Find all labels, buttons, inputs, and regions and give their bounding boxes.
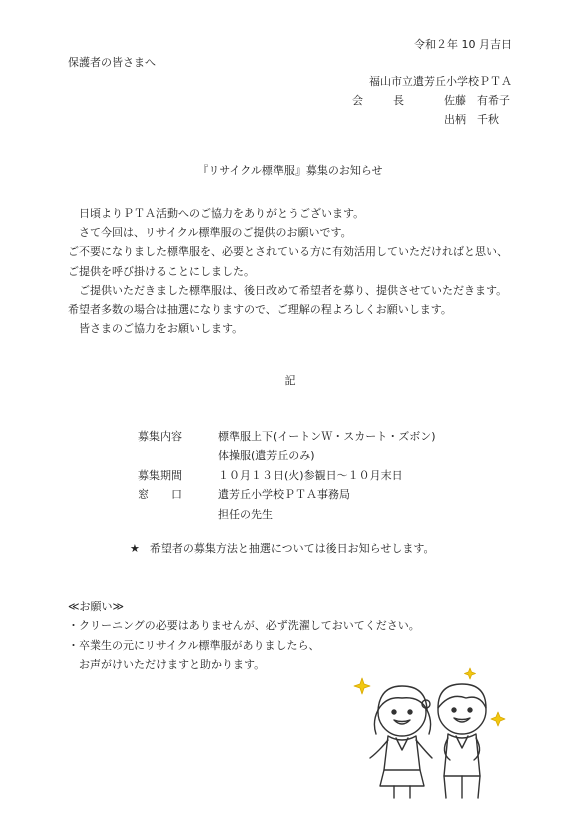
children-illustration <box>340 660 520 800</box>
details-row <box>138 446 436 465</box>
details-row <box>138 505 436 524</box>
details-list <box>138 427 436 524</box>
body-text <box>68 204 508 338</box>
details-label-empty <box>138 446 218 465</box>
vice-president-name: 出柄 千秋 <box>444 113 499 126</box>
details-value: １０月１３日(火)参観日～１０月末日 <box>218 468 403 482</box>
requests-heading: ≪お願い≫ <box>68 600 125 613</box>
body-line: さて今回は、リサイクル標準服のご提供のお願いです。 <box>68 226 352 240</box>
details-row <box>138 427 436 446</box>
organization-name: 福山市立遺芳丘小学校ＰＴＡ <box>369 75 512 88</box>
addressee: 保護者の皆さまへ <box>68 56 156 69</box>
document-date: 令和２年 10 月吉日 <box>414 38 512 51</box>
details-label: 窓 口 <box>138 488 182 502</box>
details-value: 体操服(遺芳丘のみ) <box>218 449 315 463</box>
president-role-char-2: 長 <box>393 94 404 107</box>
ki-heading: 記 <box>284 374 296 387</box>
requests-line: ・卒業生の元にリサイクル標準服がありましたら、 <box>68 638 320 652</box>
star-icon: ★ <box>130 542 140 555</box>
details-label-empty <box>138 505 218 524</box>
details-label: 募集期間 <box>138 468 182 482</box>
president-role-char-1: 会 <box>352 94 363 107</box>
requests-line: お声がけいただけますと助かります。 <box>68 657 266 671</box>
body-line: 希望者多数の場合は抽選になりますので、ご理解の程よろしくお願いします。 <box>68 303 452 317</box>
body-line: 皆さまのご協力をお願いします。 <box>68 322 244 336</box>
details-value: 遺芳丘小学校ＰＴＡ事務局 <box>218 488 350 502</box>
president-name: 佐藤 有希子 <box>444 94 510 107</box>
document-title: 『リサイクル標準服』募集のお知らせ <box>197 164 383 177</box>
details-row <box>138 466 436 485</box>
body-line: ご提供を呼び掛けることにしました。 <box>68 264 255 278</box>
details-value: 標準服上下(イートンＷ・スカート・ズボン) <box>218 430 436 443</box>
body-line: ご不要になりました標準服を、必要とされている方に有効活用していただければと思い、 <box>68 245 508 259</box>
notice <box>130 540 434 556</box>
details-label: 募集内容 <box>138 430 182 443</box>
notice-text: 希望者の募集方法と抽選については後日お知らせします。 <box>149 542 435 555</box>
president-role <box>352 92 404 108</box>
details-row <box>138 485 436 504</box>
body-line: ご提供いただきました標準服は、後日改めて希望者を募り、提供させていただきます。 <box>68 283 508 297</box>
requests-line: ・クリーニングの必要はありませんが、必ず洗濯しておいてください。 <box>68 619 420 633</box>
body-line: 日頃よりＰＴＡ活動へのご協力をありがとうございます。 <box>68 207 365 220</box>
details-value: 担任の先生 <box>218 507 273 521</box>
